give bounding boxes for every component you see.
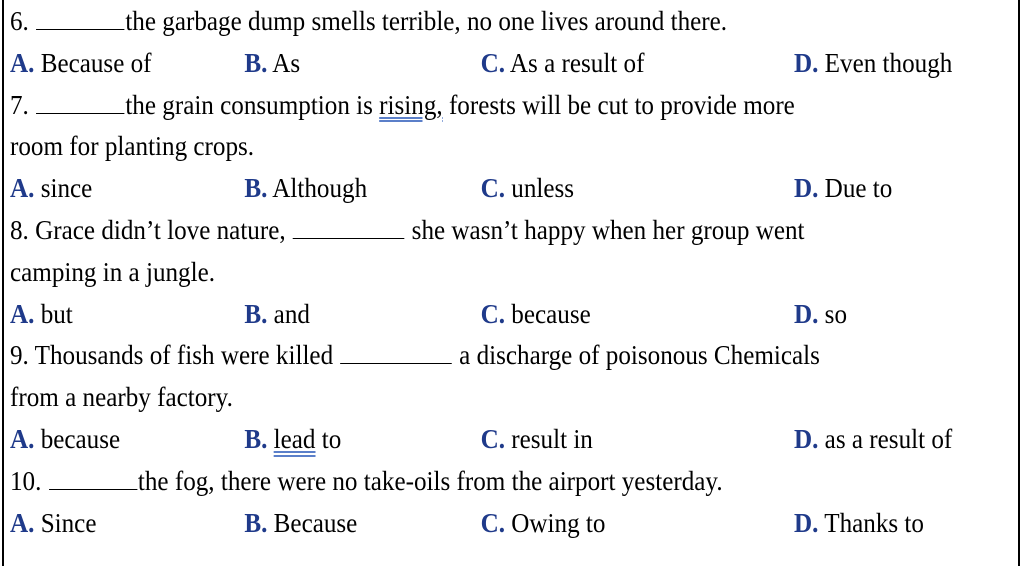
question-7-stem-line2: room for planting crops. xyxy=(10,131,255,162)
option-a[interactable] xyxy=(10,502,96,544)
option-letter: C. xyxy=(480,47,505,78)
answer-blank xyxy=(36,3,124,30)
question-9-stem-line2: from a nearby factory. xyxy=(10,382,233,413)
question-text: she wasn’t happy when her group went xyxy=(411,214,805,245)
grammar-flagged-word: rising, xyxy=(379,89,443,120)
question-7-stem xyxy=(10,84,940,126)
question-8-stem-line2: camping in a jungle. xyxy=(10,256,216,287)
option-text: so xyxy=(824,298,848,329)
answer-blank xyxy=(49,463,137,490)
option-letter: C. xyxy=(480,507,505,538)
option-letter: B. xyxy=(244,173,268,204)
option-letter: D. xyxy=(793,173,819,204)
option-b[interactable] xyxy=(244,502,357,544)
option-letter: D. xyxy=(793,507,819,538)
option-a[interactable] xyxy=(10,293,73,335)
option-text: Although xyxy=(272,173,368,204)
answer-blank xyxy=(36,87,124,114)
option-d[interactable] xyxy=(794,167,892,209)
option-text: as a result of xyxy=(824,423,953,454)
option-text: As xyxy=(272,47,301,78)
option-b[interactable] xyxy=(244,167,367,209)
option-d[interactable] xyxy=(794,293,847,335)
option-d[interactable] xyxy=(794,42,952,84)
option-letter: A. xyxy=(10,173,35,204)
option-letter: C. xyxy=(480,298,505,329)
option-text: to xyxy=(315,423,342,454)
option-a[interactable] xyxy=(10,418,120,460)
option-text: Due to xyxy=(824,173,893,204)
option-text: unless xyxy=(511,173,575,204)
question-text: forests will be cut to provide more xyxy=(442,89,795,120)
option-letter: B. xyxy=(244,423,268,454)
option-text: and xyxy=(273,298,310,329)
question-6-stem xyxy=(10,0,940,42)
option-text: Owing to xyxy=(511,507,606,538)
grammar-flagged-word: lead xyxy=(273,423,316,454)
question-9-stem xyxy=(10,334,940,376)
option-text: Because of xyxy=(40,47,152,78)
question-text: a discharge of poisonous Chemicals xyxy=(459,340,820,371)
option-letter: D. xyxy=(793,47,819,78)
option-d[interactable] xyxy=(794,502,924,544)
question-10-stem xyxy=(10,460,940,502)
option-text: Because xyxy=(273,507,358,538)
question-text: 9. Thousands of fish were killed xyxy=(10,340,334,371)
option-text: since xyxy=(40,173,93,204)
question-6-options xyxy=(10,42,953,84)
option-text: because xyxy=(40,423,121,454)
question-text: the garbage dump smells terrible, no one lives around there. xyxy=(125,6,728,36)
question-10-options xyxy=(10,502,940,544)
option-letter: B. xyxy=(244,47,268,78)
option-letter: A. xyxy=(10,507,35,538)
question-number: 7. xyxy=(10,89,29,120)
option-letter: C. xyxy=(480,173,505,204)
option-letter: A. xyxy=(10,47,35,78)
option-c[interactable] xyxy=(481,167,574,209)
option-letter: C. xyxy=(480,423,505,454)
option-letter: D. xyxy=(793,298,819,329)
option-letter: B. xyxy=(244,298,268,329)
question-9-options xyxy=(10,418,953,460)
option-a[interactable] xyxy=(10,167,92,209)
answer-blank xyxy=(340,337,452,364)
question-text: the grain consumption is xyxy=(125,89,380,120)
option-text: As a result of xyxy=(509,47,645,78)
question-number: 10. xyxy=(10,465,42,496)
exercise-content xyxy=(10,0,953,543)
option-letter: B. xyxy=(244,507,268,538)
option-c[interactable] xyxy=(481,502,606,544)
option-letter: D. xyxy=(793,423,819,454)
question-7-options xyxy=(10,167,940,209)
option-a[interactable] xyxy=(10,42,152,84)
option-text: Even though xyxy=(824,47,953,78)
question-text: 8. Grace didn’t love nature, xyxy=(10,214,286,245)
question-text: the fog, there were no take-oils from the airport yesterday. xyxy=(137,465,723,496)
question-8-stem xyxy=(10,209,940,251)
option-c[interactable] xyxy=(481,42,645,84)
option-letter: A. xyxy=(10,423,35,454)
option-text: Thanks to xyxy=(824,507,924,538)
option-text: because xyxy=(511,298,591,329)
question-8-options xyxy=(10,293,940,335)
option-c[interactable] xyxy=(481,418,593,460)
option-b[interactable] xyxy=(244,293,310,335)
option-d[interactable] xyxy=(794,418,952,460)
option-text: result in xyxy=(511,423,593,454)
option-letter: A. xyxy=(10,298,35,329)
question-number: 6. xyxy=(10,6,29,36)
answer-blank xyxy=(293,212,405,239)
option-c[interactable] xyxy=(481,293,591,335)
option-text: but xyxy=(40,298,73,329)
option-b[interactable] xyxy=(244,42,300,84)
option-text: Since xyxy=(40,507,97,538)
option-b[interactable] xyxy=(244,418,341,460)
